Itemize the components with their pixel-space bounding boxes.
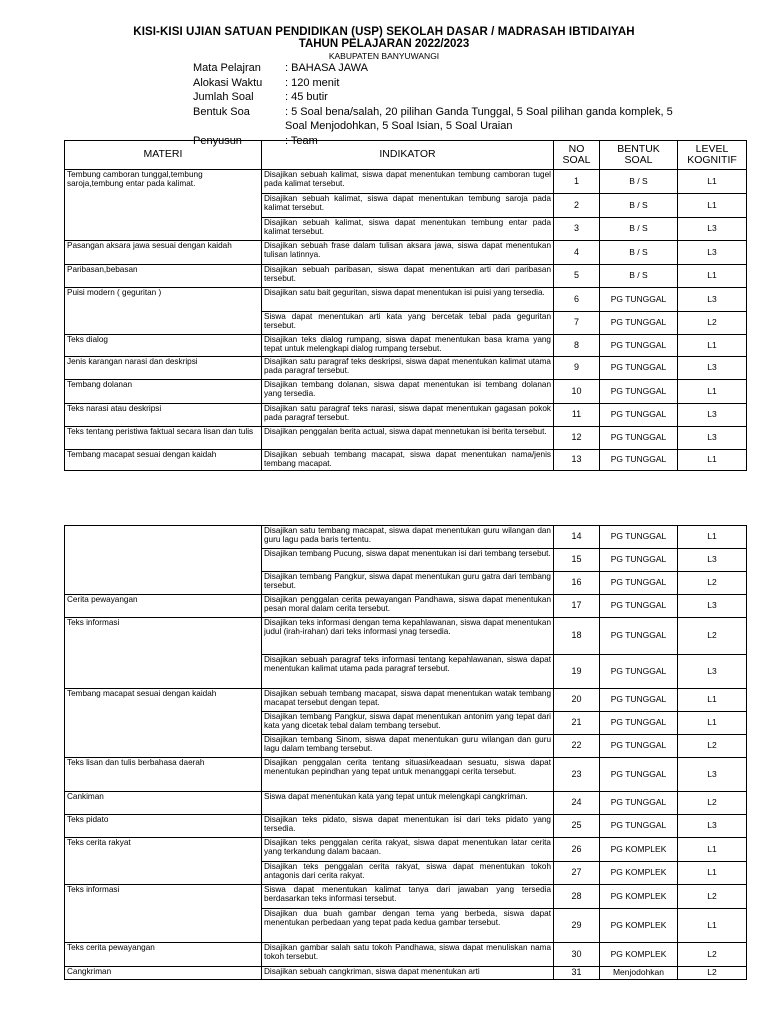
indikator-cell: Disajikan satu paragraf teks narasi, siswa dapat menentukan gagasan pokok pada paragraf tersebut. bbox=[262, 404, 554, 427]
bentuk-soal-cell: Menjodohkan bbox=[600, 967, 678, 980]
meta-key: Jumlah Soal bbox=[193, 91, 254, 103]
materi-cell: Teks cerita rakyat bbox=[65, 838, 262, 885]
materi-cell: Teks dialog bbox=[65, 335, 262, 357]
bentuk-soal-cell: PG TUNGGAL bbox=[600, 357, 678, 380]
bentuk-soal-cell: PG TUNGGAL bbox=[600, 526, 678, 549]
table-row bbox=[65, 943, 747, 967]
table-row bbox=[65, 335, 747, 357]
level-kognitif-cell: L3 bbox=[678, 218, 747, 241]
level-kognitif-cell: L3 bbox=[678, 758, 747, 792]
no-soal-cell: 9 bbox=[554, 357, 600, 380]
table-row bbox=[65, 885, 747, 909]
meta-key: Penyusun bbox=[193, 134, 242, 147]
level-kognitif-cell: L3 bbox=[678, 549, 747, 572]
indikator-cell: Disajikan teks penggalan cerita rakyat, siswa dapat menentukan tokoh antagonis dari cerita rakyat. bbox=[262, 862, 554, 885]
bentuk-soal-cell: PG TUNGGAL bbox=[600, 427, 678, 450]
no-soal-cell: 18 bbox=[554, 618, 600, 655]
no-soal-cell: 12 bbox=[554, 427, 600, 450]
table-row bbox=[65, 758, 747, 792]
level-kognitif-cell: L2 bbox=[678, 312, 747, 335]
indikator-cell: Disajikan sebuah paribasan, siswa dapat menentukan arti dari paribasan tersebut. bbox=[262, 265, 554, 288]
materi-cell: Teks cerita pewayangan bbox=[65, 943, 262, 967]
indikator-cell: Disajikan teks pidato, siswa dapat menentukan isi dari teks pidato yang tersedia. bbox=[262, 815, 554, 838]
no-soal-cell: 7 bbox=[554, 312, 600, 335]
no-soal-cell: 22 bbox=[554, 735, 600, 758]
indikator-cell: Siswa dapat menentukan arti kata yang bercetak tebal pada geguritan tersebut. bbox=[262, 312, 554, 335]
bentuk-soal-cell: PG TUNGGAL bbox=[600, 758, 678, 792]
bentuk-soal-cell: PG TUNGGAL bbox=[600, 380, 678, 404]
no-soal-cell: 24 bbox=[554, 792, 600, 815]
level-kognitif-cell: L1 bbox=[678, 170, 747, 194]
level-kognitif-cell: L2 bbox=[678, 618, 747, 655]
no-soal-cell: 1 bbox=[554, 170, 600, 194]
level-kognitif-cell: L1 bbox=[678, 335, 747, 357]
no-soal-cell: 30 bbox=[554, 943, 600, 967]
no-soal-cell: 6 bbox=[554, 288, 600, 312]
level-kognitif-cell: L1 bbox=[678, 194, 747, 218]
materi-cell: Cangkriman bbox=[65, 967, 262, 980]
indikator-cell: Disajikan tembang Pangkur, siswa dapat menentukan guru gatra dari tembang tersebut. bbox=[262, 572, 554, 595]
meta-row bbox=[193, 61, 715, 76]
indikator-cell: Disajikan sebuah tembang macapat, siswa dapat menentukan watak tembang macapat tersebut dengan tepat. bbox=[262, 689, 554, 712]
materi-cell: Paribasan,bebasan bbox=[65, 265, 262, 288]
indikator-cell: Disajikan dua buah gambar dengan tema yang berbeda, siswa dapat menentukan perbedaan yang tepat pada kedua gambar tersebut. bbox=[262, 909, 554, 943]
bentuk-soal-cell: PG TUNGGAL bbox=[600, 404, 678, 427]
meta-key: Alokasi Waktu bbox=[193, 76, 263, 89]
materi-cell: Teks informasi bbox=[65, 885, 262, 943]
grid-table-2 bbox=[64, 525, 747, 980]
level-kognitif-cell: L2 bbox=[678, 943, 747, 967]
bentuk-soal-cell: PG TUNGGAL bbox=[600, 815, 678, 838]
document-title: KISI-KISI UJIAN SATUAN PENDIDIKAN (USP) SEKOLAH DASAR / MADRASAH IBTIDAIYAH bbox=[133, 26, 635, 38]
level-kognitif-cell: L3 bbox=[678, 357, 747, 380]
no-soal-cell: 14 bbox=[554, 526, 600, 549]
bentuk-soal-cell: B / S bbox=[600, 170, 678, 194]
grid-table-1 bbox=[64, 140, 747, 471]
indikator-cell: Disajikan satu bait geguritan, siswa dapat menentukan isi puisi yang tersedia. bbox=[262, 288, 554, 312]
level-kognitif-cell: L3 bbox=[678, 655, 747, 689]
bentuk-soal-cell: PG TUNGGAL bbox=[600, 689, 678, 712]
meta-row bbox=[193, 76, 715, 91]
no-soal-cell: 27 bbox=[554, 862, 600, 885]
bentuk-soal-cell: PG KOMPLEK bbox=[600, 862, 678, 885]
materi-cell: Puisi modern ( geguritan ) bbox=[65, 288, 262, 335]
meta-row bbox=[193, 105, 715, 120]
indikator-cell: Disajikan penggalan cerita tentang situasi/keadaan sesuatu, siswa dapat menentukan pepindhan yang tepat untuk menanggapi cerita tersebut. bbox=[262, 758, 554, 792]
indikator-cell: Siswa dapat menentukan kalimat tanya dari jawaban yang tersedia berdasarkan teks informasi tersebut. bbox=[262, 885, 554, 909]
meta-value: : Team bbox=[285, 134, 318, 147]
materi-cell: Pasangan aksara jawa sesuai dengan kaidah bbox=[65, 241, 262, 265]
no-soal-cell: 4 bbox=[554, 241, 600, 265]
level-kognitif-cell: L1 bbox=[678, 689, 747, 712]
table-row bbox=[65, 792, 747, 815]
bentuk-soal-cell: PG TUNGGAL bbox=[600, 549, 678, 572]
level-kognitif-cell: L1 bbox=[678, 526, 747, 549]
indikator-cell: Disajikan penggalan berita actual, siswa dapat mennetukan isi berita tersebut. bbox=[262, 427, 554, 450]
meta-value: : 120 menit bbox=[285, 76, 340, 89]
indikator-cell: Disajikan gambar salah satu tokoh Pandhawa, siswa dapat menuliskan nama tokoh tersebut. bbox=[262, 943, 554, 967]
bentuk-soal-cell: PG TUNGGAL bbox=[600, 288, 678, 312]
header-level: LEVEL KOGNITIF bbox=[678, 141, 747, 170]
table-row bbox=[65, 595, 747, 618]
table-row bbox=[65, 288, 747, 312]
materi-cell: Tembung camboran tunggal,tembung saroja,tembung entar pada kalimat. bbox=[65, 170, 262, 241]
table-row bbox=[65, 380, 747, 404]
no-soal-cell: 31 bbox=[554, 967, 600, 980]
table-row bbox=[65, 265, 747, 288]
no-soal-cell: 5 bbox=[554, 265, 600, 288]
header-materi: MATERI bbox=[65, 141, 262, 170]
no-soal-cell: 25 bbox=[554, 815, 600, 838]
no-soal-cell: 16 bbox=[554, 572, 600, 595]
no-soal-cell: 15 bbox=[554, 549, 600, 572]
level-kognitif-cell: L1 bbox=[678, 380, 747, 404]
bentuk-soal-cell: PG TUNGGAL bbox=[600, 618, 678, 655]
indikator-cell: Disajikan teks penggalan cerita rakyat, siswa dapat menentukan latar cerita yang terkandung dalam bacaan. bbox=[262, 838, 554, 862]
indikator-cell: Disajikan tembang Pucung, siswa dapat menentukan isi dari tembang tersebut. bbox=[262, 549, 554, 572]
level-kognitif-cell: L1 bbox=[678, 450, 747, 471]
materi-cell: Teks tentang peristiwa faktual secara lisan dan tulis bbox=[65, 427, 262, 450]
indikator-cell: Siswa dapat menentukan kata yang tepat untuk melengkapi cangkriman. bbox=[262, 792, 554, 815]
meta-row bbox=[193, 90, 715, 105]
no-soal-cell: 23 bbox=[554, 758, 600, 792]
header-bentuk: BENTUK SOAL bbox=[600, 141, 678, 170]
indikator-cell: Disajikan sebuah kalimat, siswa dapat menentukan tembung entar pada kalimat tersebut. bbox=[262, 218, 554, 241]
bentuk-soal-cell: PG TUNGGAL bbox=[600, 595, 678, 618]
header-indikator: INDIKATOR bbox=[262, 141, 554, 170]
materi-cell: Teks informasi bbox=[65, 618, 262, 689]
no-soal-cell: 3 bbox=[554, 218, 600, 241]
materi-cell: Tembang dolanan bbox=[65, 380, 262, 404]
level-kognitif-cell: L3 bbox=[678, 815, 747, 838]
bentuk-soal-cell: B / S bbox=[600, 241, 678, 265]
level-kognitif-cell: L2 bbox=[678, 792, 747, 815]
level-kognitif-cell: L1 bbox=[678, 265, 747, 288]
indikator-cell: Disajikan sebuah kalimat, siswa dapat menentukan tembung camboran tugel pada kalimat tersebut. bbox=[262, 170, 554, 194]
level-kognitif-cell: L1 bbox=[678, 838, 747, 862]
meta-row bbox=[193, 119, 715, 134]
bentuk-soal-cell: B / S bbox=[600, 218, 678, 241]
table-1-body bbox=[65, 170, 747, 471]
meta-key: Mata Pelajran bbox=[193, 62, 261, 74]
no-soal-cell: 10 bbox=[554, 380, 600, 404]
no-soal-cell: 28 bbox=[554, 885, 600, 909]
level-kognitif-cell: L3 bbox=[678, 241, 747, 265]
no-soal-cell: 29 bbox=[554, 909, 600, 943]
table-row bbox=[65, 815, 747, 838]
indikator-cell: Disajikan satu paragraf teks deskripsi, siswa dapat menentukan kalimat utama pada paragraf tersebut. bbox=[262, 357, 554, 380]
level-kognitif-cell: L1 bbox=[678, 712, 747, 735]
level-kognitif-cell: L1 bbox=[678, 909, 747, 943]
level-kognitif-cell: L1 bbox=[678, 862, 747, 885]
table-row bbox=[65, 526, 747, 549]
no-soal-cell: 21 bbox=[554, 712, 600, 735]
bentuk-soal-cell: PG KOMPLEK bbox=[600, 909, 678, 943]
materi-cell: Cerita pewayangan bbox=[65, 595, 262, 618]
table-row bbox=[65, 450, 747, 471]
materi-cell: Tembang macapat sesuai dengan kaidah bbox=[65, 689, 262, 758]
materi-cell: Teks narasi atau deskripsi bbox=[65, 404, 262, 427]
materi-cell bbox=[65, 526, 262, 595]
level-kognitif-cell: L2 bbox=[678, 885, 747, 909]
no-soal-cell: 19 bbox=[554, 655, 600, 689]
meta-value: Soal Menjodohkan, 5 Soal Isian, 5 Soal Uraian bbox=[285, 120, 513, 132]
level-kognitif-cell: L3 bbox=[678, 288, 747, 312]
no-soal-cell: 2 bbox=[554, 194, 600, 218]
bentuk-soal-cell: PG TUNGGAL bbox=[600, 572, 678, 595]
meta-key bbox=[193, 119, 285, 134]
indikator-cell: Disajikan teks informasi dengan tema kepahlawanan, siswa dapat menentukan judul (irah-irahan) dari teks informasi ynag tersedia. bbox=[262, 618, 554, 655]
bentuk-soal-cell: PG TUNGGAL bbox=[600, 312, 678, 335]
header-no: NO SOAL bbox=[554, 141, 600, 170]
table-row bbox=[65, 404, 747, 427]
table-row bbox=[65, 357, 747, 380]
level-kognitif-cell: L3 bbox=[678, 595, 747, 618]
materi-cell: Tembang macapat sesuai dengan kaidah bbox=[65, 450, 262, 471]
bentuk-soal-cell: B / S bbox=[600, 265, 678, 288]
indikator-cell: Disajikan tembang Pangkur, siswa dapat menentukan antonim yang tepat dari kata yang dicetak tebal dalam tembang tersebut. bbox=[262, 712, 554, 735]
level-kognitif-cell: L3 bbox=[678, 404, 747, 427]
indikator-cell: Disajikan sebuah tembang macapat, siswa dapat menentukan nama/jenis tembang macapat. bbox=[262, 450, 554, 471]
indikator-cell: Disajikan sebuah paragraf teks informasi tentang kepahlawanan, siswa dapat menentukan kalimat utama pada paragraf tersebut. bbox=[262, 655, 554, 689]
level-kognitif-cell: L2 bbox=[678, 967, 747, 980]
bentuk-soal-cell: PG TUNGGAL bbox=[600, 735, 678, 758]
no-soal-cell: 13 bbox=[554, 450, 600, 471]
level-kognitif-cell: L3 bbox=[678, 427, 747, 450]
indikator-cell: Disajikan sebuah cangkriman, siswa dapat menentukan arti bbox=[262, 967, 554, 980]
document-region: KABUPATEN BANYUWANGI bbox=[328, 51, 440, 61]
indikator-cell: Disajikan penggalan cerita pewayangan Pandhawa, siswa dapat menentukan pesan moral dalam cerita tersebut. bbox=[262, 595, 554, 618]
bentuk-soal-cell: PG KOMPLEK bbox=[600, 838, 678, 862]
bentuk-soal-cell: PG KOMPLEK bbox=[600, 943, 678, 967]
no-soal-cell: 8 bbox=[554, 335, 600, 357]
no-soal-cell: 11 bbox=[554, 404, 600, 427]
meta-key: Bentuk Soa bbox=[193, 105, 250, 118]
indikator-cell: Disajikan tembang Sinom, siswa dapat menentukan guru wilangan dan guru lagu dalam tembang tersebut. bbox=[262, 735, 554, 758]
no-soal-cell: 17 bbox=[554, 595, 600, 618]
table-2-body bbox=[65, 526, 747, 980]
no-soal-cell: 20 bbox=[554, 689, 600, 712]
bentuk-soal-cell: PG TUNGGAL bbox=[600, 655, 678, 689]
meta-value: : 45 butir bbox=[285, 91, 328, 103]
bentuk-soal-cell: PG KOMPLEK bbox=[600, 885, 678, 909]
bentuk-soal-cell: PG TUNGGAL bbox=[600, 792, 678, 815]
exam-meta bbox=[193, 61, 715, 148]
bentuk-soal-cell: PG TUNGGAL bbox=[600, 450, 678, 471]
bentuk-soal-cell: B / S bbox=[600, 194, 678, 218]
indikator-cell: Disajikan sebuah kalimat, siswa dapat menentukan tembung saroja pada kalimat tersebut. bbox=[262, 194, 554, 218]
bentuk-soal-cell: PG TUNGGAL bbox=[600, 335, 678, 357]
indikator-cell: Disajikan sebuah frase dalam tulisan aksara jawa, siswa dapat menentukan tulisan latinnya. bbox=[262, 241, 554, 265]
table-row bbox=[65, 689, 747, 712]
no-soal-cell: 26 bbox=[554, 838, 600, 862]
meta-value: : BAHASA JAWA bbox=[285, 62, 368, 74]
bentuk-soal-cell: PG TUNGGAL bbox=[600, 712, 678, 735]
indikator-cell: Disajikan satu tembang macapat, siswa dapat menentukan guru wilangan dan guru lagu pada baris tertentu. bbox=[262, 526, 554, 549]
level-kognitif-cell: L2 bbox=[678, 735, 747, 758]
document-year: TAHUN PELAJARAN 2022/2023 bbox=[298, 38, 470, 50]
table-row bbox=[65, 618, 747, 655]
materi-cell: Teks pidato bbox=[65, 815, 262, 838]
level-kognitif-cell: L2 bbox=[678, 572, 747, 595]
table-row bbox=[65, 241, 747, 265]
materi-cell: Teks lisan dan tulis berbahasa daerah bbox=[65, 758, 262, 792]
indikator-cell: Disajikan teks dialog rumpang, siswa dapat menentukan basa krama yang tepat untuk melengkapi dialog rumpang tersebut. bbox=[262, 335, 554, 357]
materi-cell: Jenis karangan narasi dan deskripsi bbox=[65, 357, 262, 380]
indikator-cell: Disajikan tembang dolanan, siswa dapat menentukan isi tembang dolanan yang tersedia. bbox=[262, 380, 554, 404]
materi-cell: Cankiman bbox=[65, 792, 262, 815]
table-row bbox=[65, 170, 747, 194]
meta-value: : 5 Soal bena/salah, 20 pilihan Ganda Tunggal, 5 Soal pilihan ganda komplek, 5 bbox=[285, 105, 673, 118]
table-row bbox=[65, 967, 747, 980]
table-row bbox=[65, 427, 747, 450]
table-row bbox=[65, 838, 747, 862]
